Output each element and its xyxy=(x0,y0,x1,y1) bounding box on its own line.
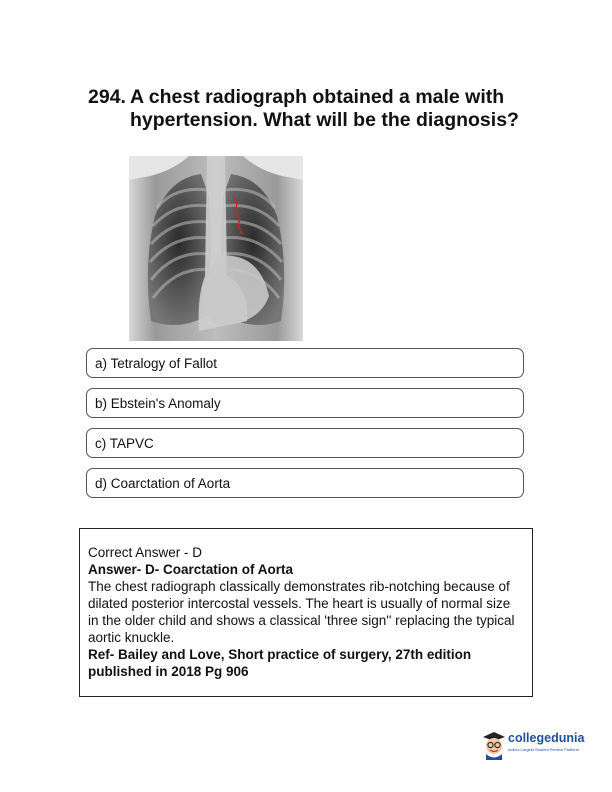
logo-tagline: India's Largest Student Review Platform xyxy=(508,747,580,752)
answer-heading: Answer- D- Coarctation of Aorta xyxy=(88,562,294,577)
question-text: A chest radiograph obtained a male with hypertension. What will be the diagnosis? xyxy=(130,86,519,131)
student-mascot-icon xyxy=(480,728,508,760)
collegedunia-logo xyxy=(480,728,592,764)
option-b[interactable]: b) Ebstein's Anomaly xyxy=(86,388,524,418)
answer-reference: Ref- Bailey and Love, Short practice of surgery, 27th edition published in 2018 Pg 906 xyxy=(88,647,472,679)
option-d[interactable]: d) Coarctation of Aorta xyxy=(86,468,524,498)
option-a[interactable]: a) Tetralogy of Fallot xyxy=(86,348,524,378)
question-number: 294. xyxy=(88,86,126,108)
chest-radiograph-drawing xyxy=(129,156,303,341)
logo-name: collegedunia xyxy=(508,731,585,745)
answer-explanation: The chest radiograph classically demonstrates rib-notching because of dilated posterior intercostal vessels. The heart is usually of normal size in the older child and shows a classical 'three sign'' replacing the typical aortic knuckle. xyxy=(88,579,515,645)
chest-radiograph-image xyxy=(129,156,303,341)
option-c[interactable]: c) TAPVC xyxy=(86,428,524,458)
answer-box xyxy=(79,528,533,697)
correct-answer: Correct Answer - D xyxy=(88,545,203,560)
